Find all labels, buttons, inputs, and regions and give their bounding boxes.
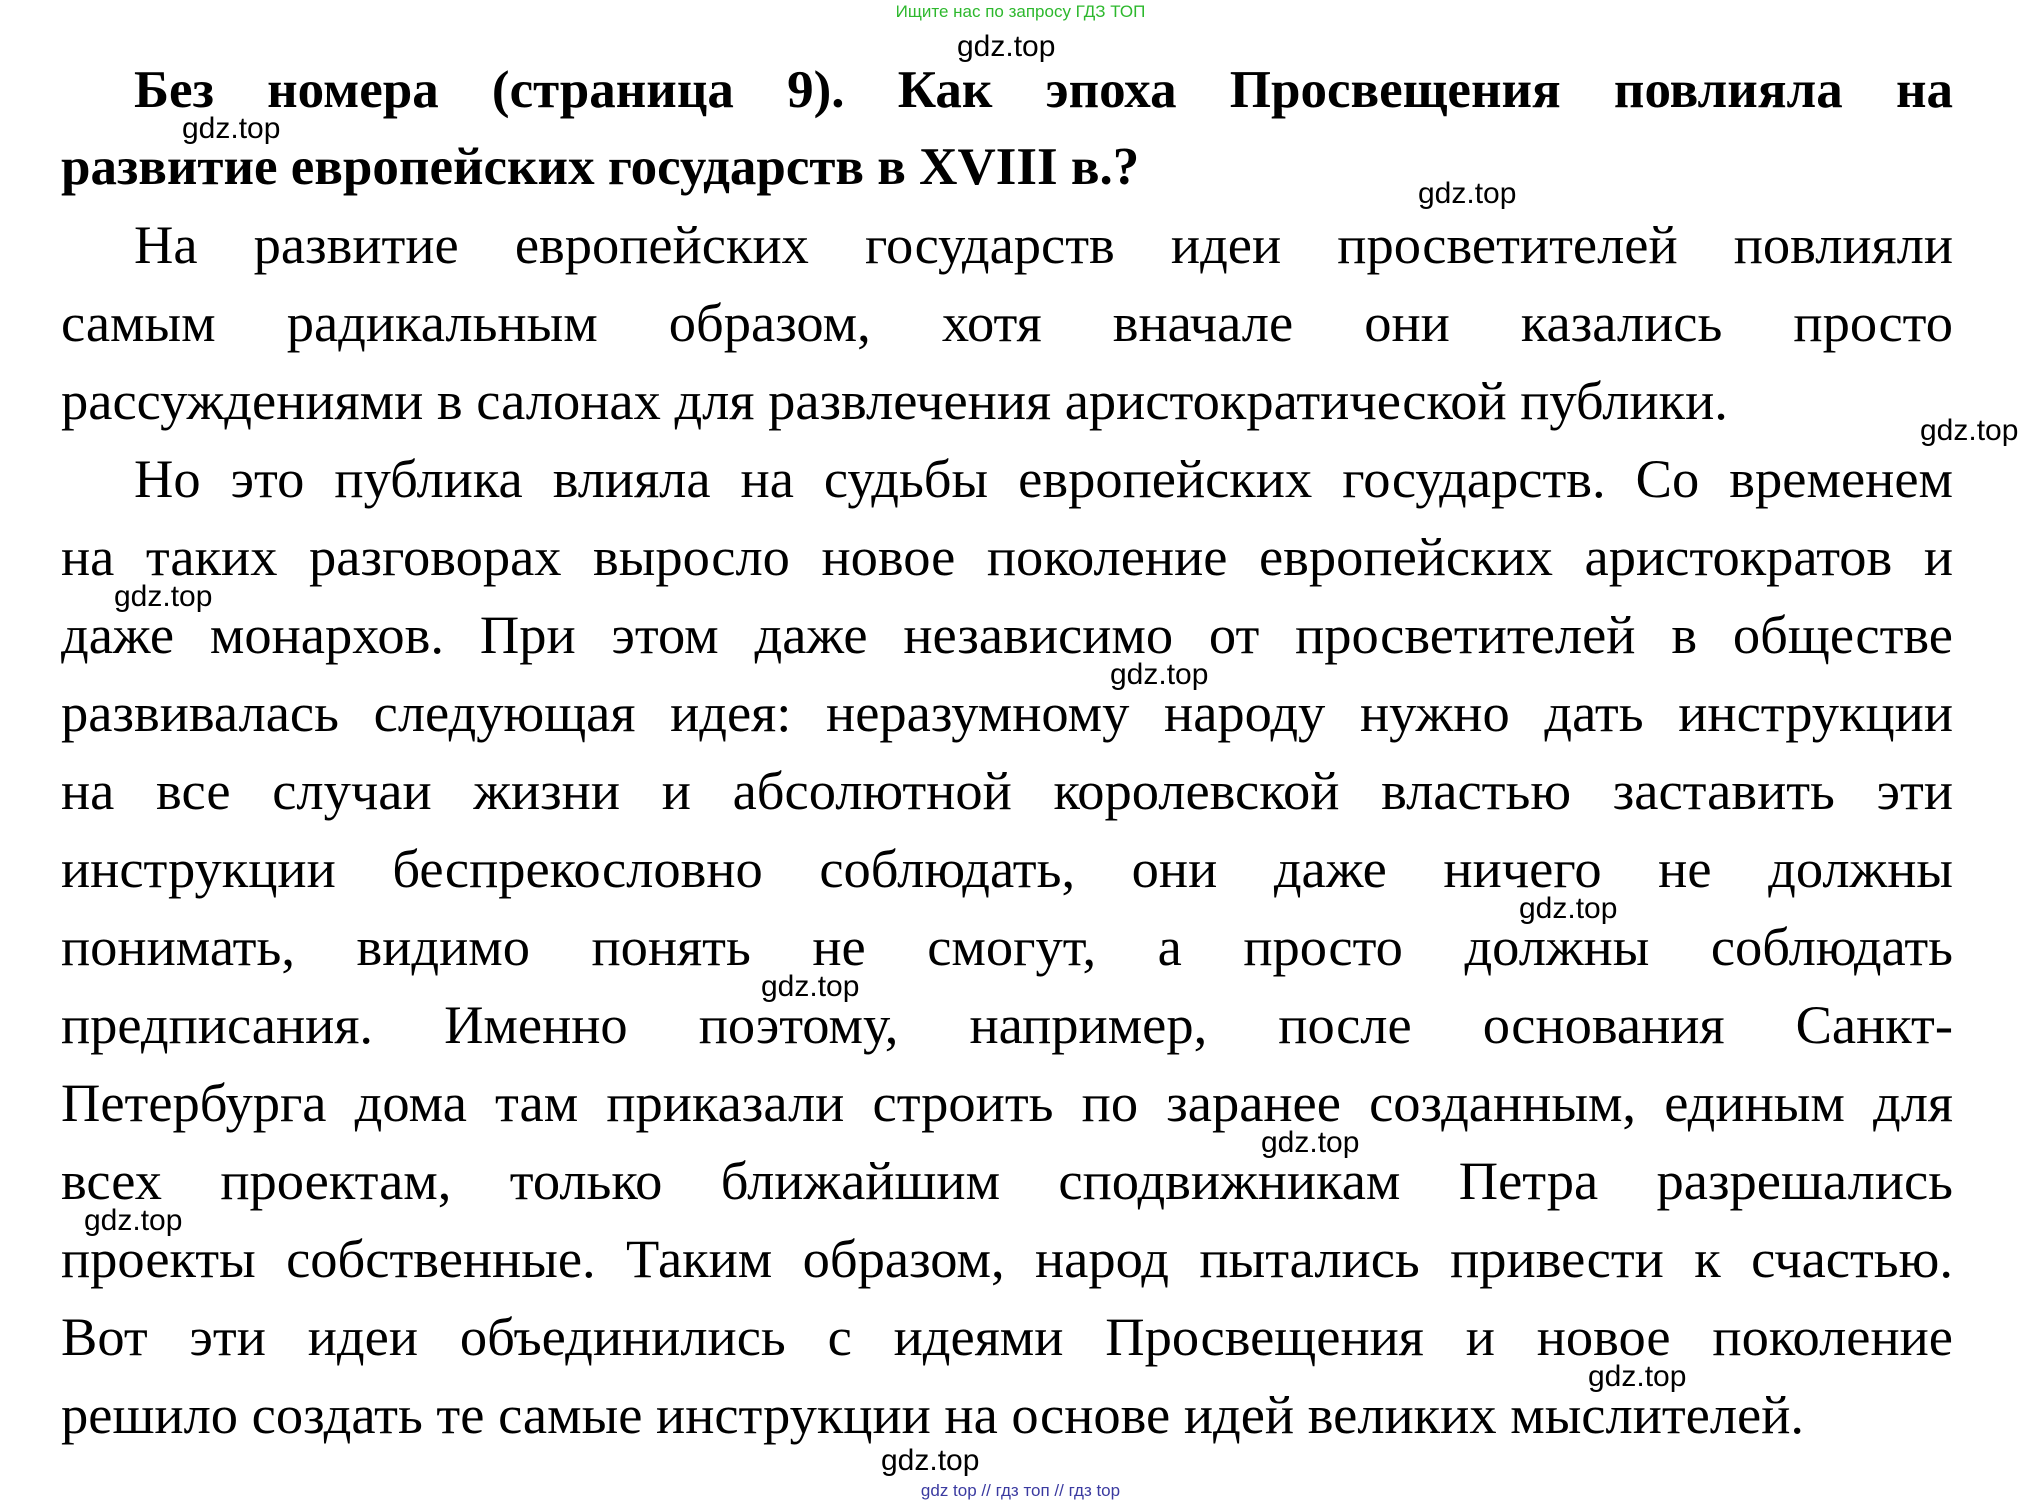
watermark: gdz.top	[761, 970, 860, 1003]
paragraph-line: Вот эти идеи объединились с идеями Просвещения и новое поколение	[61, 1306, 1953, 1367]
watermark: gdz.top	[1588, 1360, 1687, 1393]
paragraph-line: всех проектам, только ближайшим сподвижникам Петра разрешались	[61, 1150, 1953, 1211]
paragraph-line: самым радикальным образом, хотя вначале они казались просто	[61, 292, 1953, 353]
watermark: gdz.top	[1418, 177, 1517, 210]
watermark: gdz.top	[1110, 658, 1209, 691]
watermark: gdz.top	[1920, 414, 2019, 447]
paragraph-line: на все случаи жизни и абсолютной королевской властью заставить эти	[61, 760, 1953, 821]
watermark: gdz.top	[881, 1444, 980, 1477]
paragraph-line: На развитие европейских государств идеи просветителей повлияли	[134, 214, 1953, 275]
watermark: gdz.top	[114, 580, 213, 613]
paragraph-line: Петербурга дома там приказали строить по заранее созданным, единым для	[61, 1072, 1953, 1133]
paragraph-line: решило создать те самые инструкции на основе идей великих мыслителей.	[61, 1384, 1805, 1445]
paragraph-line: на таких разговорах выросло новое поколение европейских аристократов и	[61, 526, 1953, 587]
paragraph-line: инструкции беспрекословно соблюдать, они даже ничего не должны	[61, 838, 1953, 899]
paragraph-line: проекты собственные. Таким образом, народ пытались привести к счастью.	[61, 1228, 1953, 1289]
watermark: gdz.top	[957, 30, 1056, 63]
heading-line: развитие европейских государств в XVIII в.?	[61, 138, 1140, 196]
bottom-banner: gdz top // гдз топ // гдз top	[920, 1481, 1121, 1500]
paragraph-line: даже монархов. При этом даже независимо от просветителей в обществе	[61, 604, 1953, 665]
heading-line: Без номера (страница 9). Как эпоха Просвещения повлияла на	[134, 61, 1953, 119]
paragraph-line: предписания. Именно поэтому, например, после основания Санкт-	[61, 994, 1953, 1055]
watermark: gdz.top	[84, 1204, 183, 1237]
watermark: gdz.top	[1519, 892, 1618, 925]
paragraph-line: развивалась следующая идея: неразумному народу нужно дать инструкции	[61, 682, 1953, 743]
watermark: gdz.top	[182, 112, 281, 145]
top-banner: Ищите нас по запросу ГДЗ ТОП	[895, 2, 1146, 21]
paragraph-line: понимать, видимо понять не смогут, а просто должны соблюдать	[61, 916, 1953, 977]
paragraph-line: Но это публика влияла на судьбы европейских государств. Со временем	[134, 448, 1953, 509]
paragraph-line: рассуждениями в салонах для развлечения аристократической публики.	[61, 370, 1728, 431]
watermark: gdz.top	[1261, 1126, 1360, 1159]
